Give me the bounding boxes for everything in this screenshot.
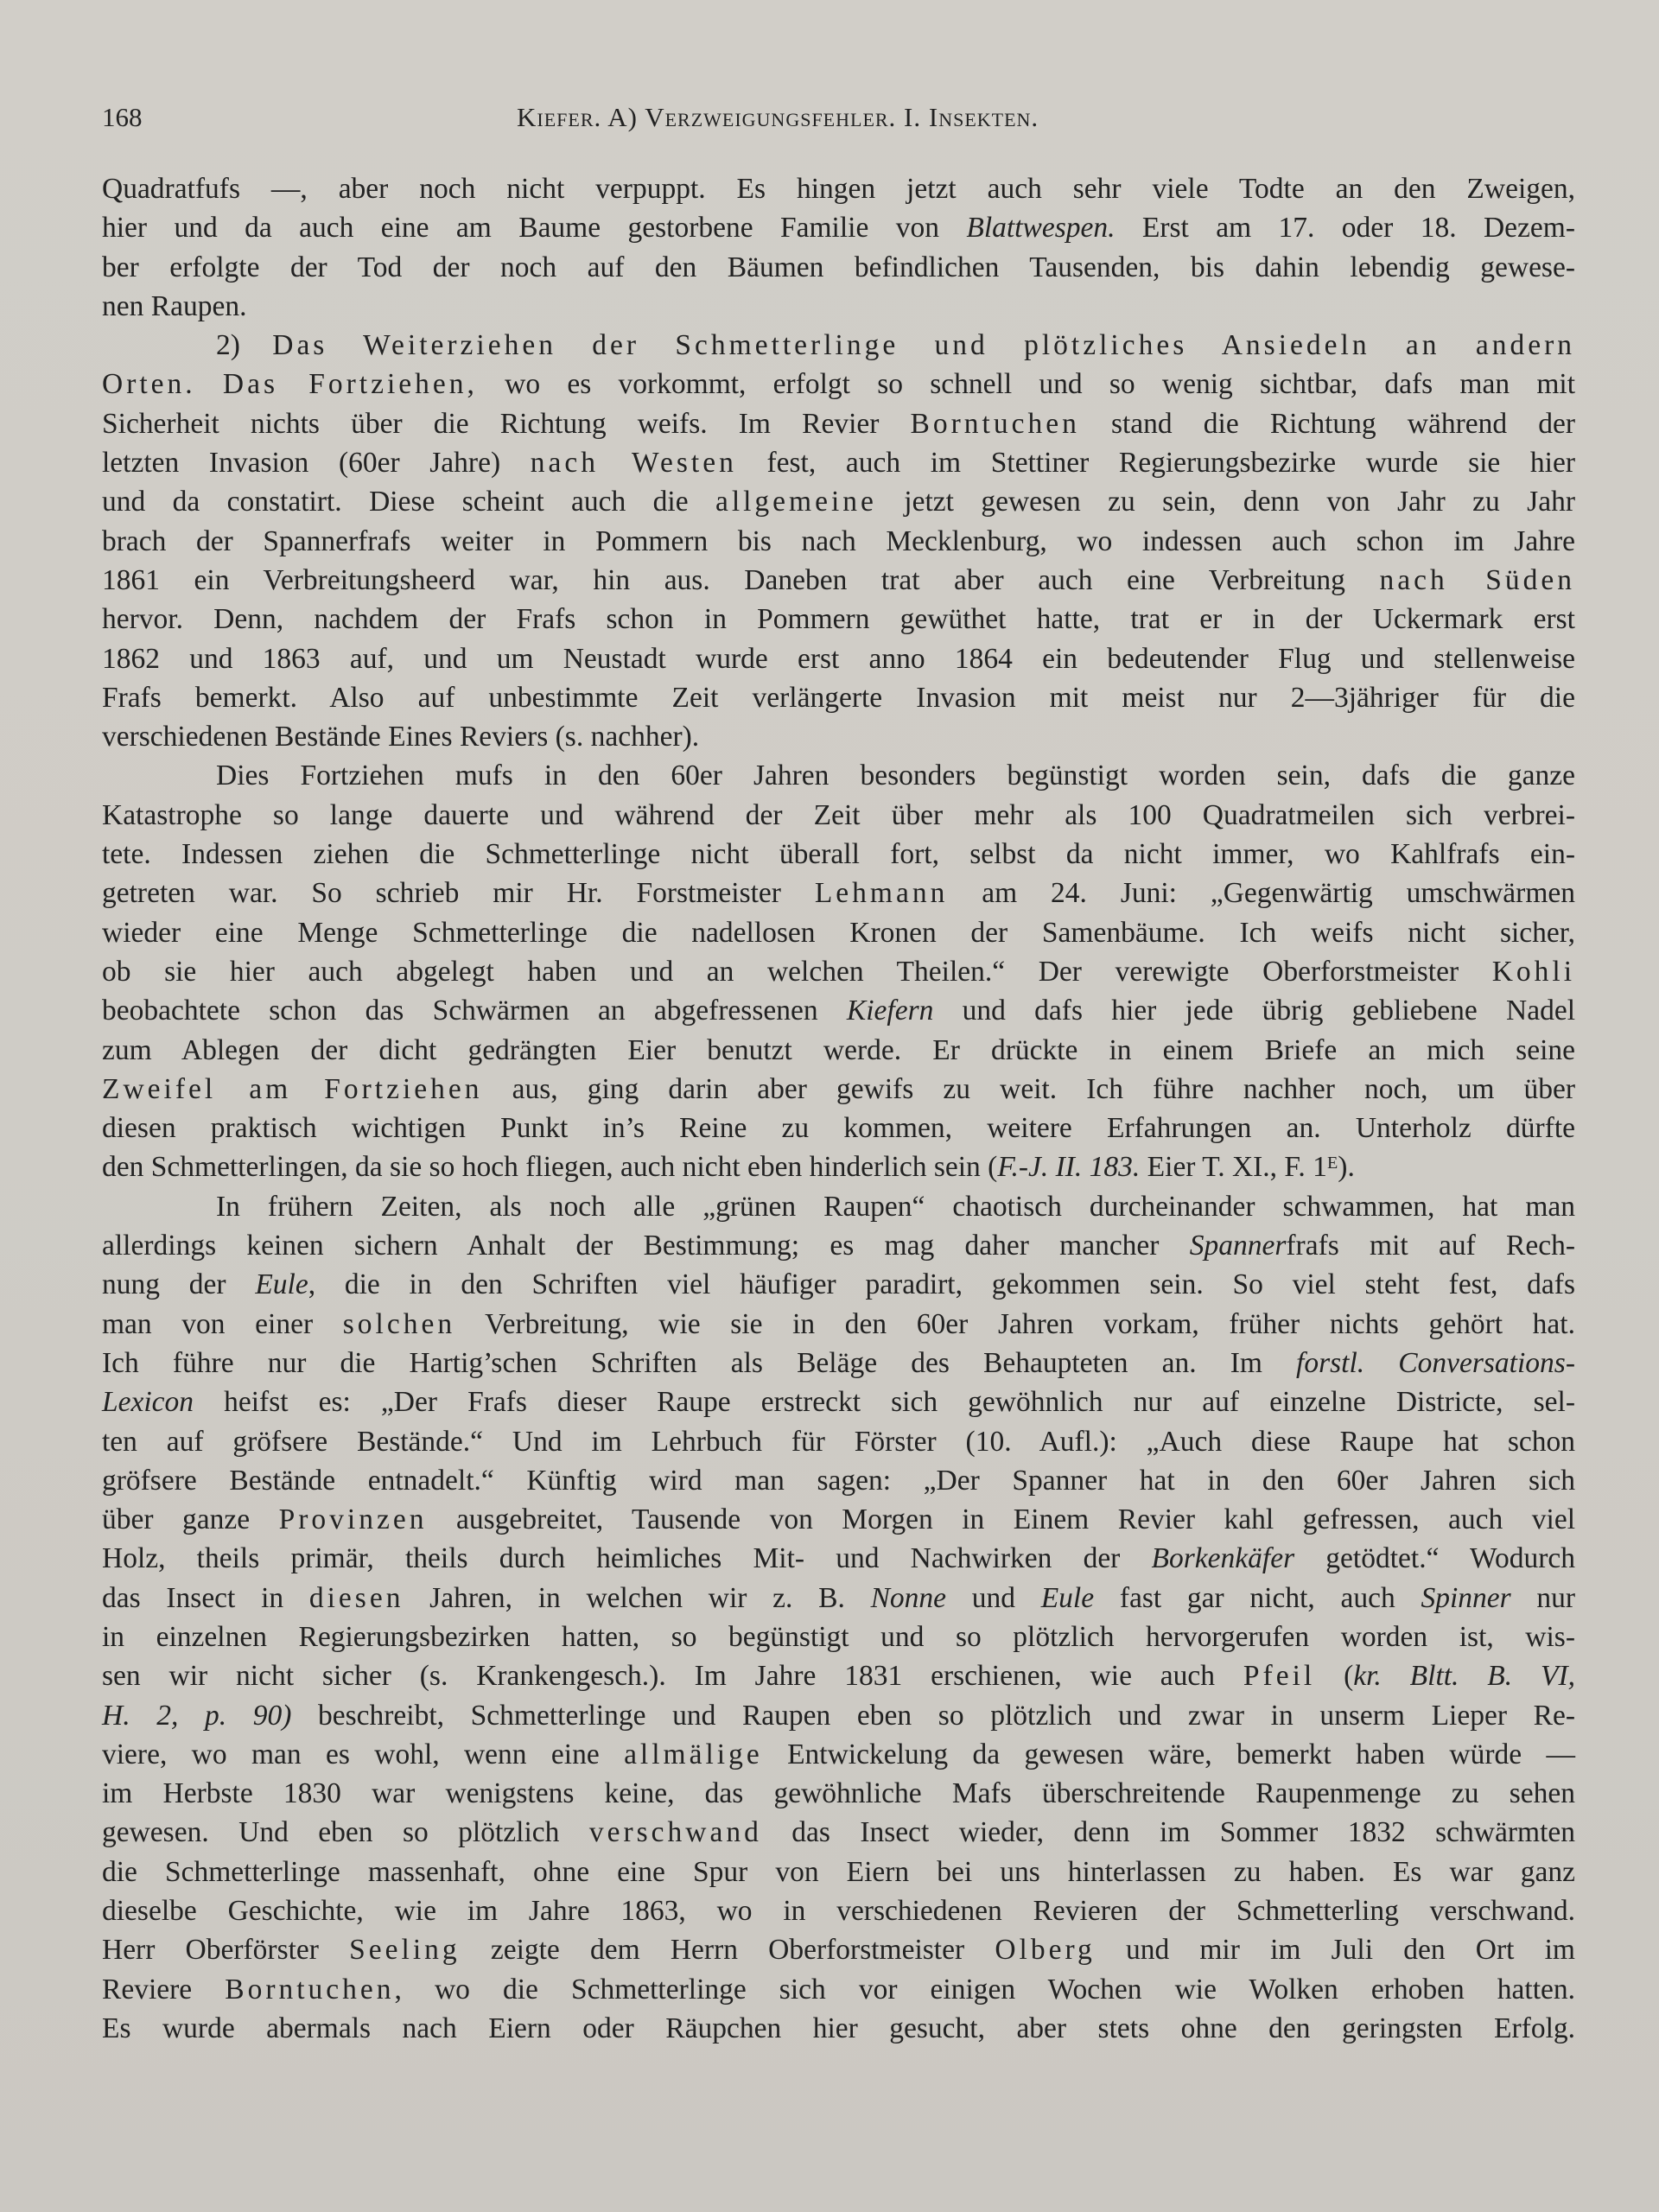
body-text xyxy=(102,169,1575,2048)
text-line xyxy=(102,404,1575,443)
text-line xyxy=(102,208,1575,247)
text-segment: Quadratfufs —, aber noch nicht verpuppt. Es hingen jetzt auch sehr viele Todte an den Zweigen, xyxy=(102,173,1575,205)
text-segment: in einzelnen Regierungsbezirken hatten, so begünstigt und so plötzlich hervorgerufen worden ist, wis- xyxy=(102,1620,1575,1653)
text-segment: Reviere xyxy=(102,1973,226,2005)
text-segment: viere, wo man es wohl, wenn eine xyxy=(102,1738,625,1770)
text-line xyxy=(102,1305,1575,1344)
text-line xyxy=(102,1070,1575,1109)
text-segment: jetzt gewesen zu sein, denn von Jahr zu Jahr xyxy=(876,486,1575,518)
text-line xyxy=(102,482,1575,521)
text-segment: Spinner xyxy=(1421,1581,1511,1614)
text-line xyxy=(102,365,1575,404)
text-line xyxy=(102,443,1575,482)
running-head: Kiefer. A) Verzweigungsfehler. I. Insekten. xyxy=(517,102,1039,132)
text-segment: kr. Bltt. B. VI, xyxy=(1353,1660,1576,1693)
text-segment: Das Weiterziehen der Schmetterlinge und plötzliches Ansiedeln an andern xyxy=(272,329,1576,362)
text-line xyxy=(102,1461,1575,1500)
text-line xyxy=(102,287,1575,326)
text-segment: 1861 ein Verbreitungsheerd war, hin aus. Daneben trat aber auch eine Verbreitung xyxy=(102,563,1380,596)
text-segment: F.-J. II. 183. xyxy=(997,1151,1141,1184)
text-segment: brach der Spannerfrafs weiter in Pommern bis nach Mecklenburg, wo indessen auch schon im Jahre xyxy=(102,524,1575,557)
text-segment: Borkenkäfer xyxy=(1151,1542,1295,1575)
text-line xyxy=(102,1970,1575,2009)
text-segment: verschiedenen Bestände Eines Reviers (s. nachher). xyxy=(102,721,700,753)
text-segment: Katastrophe so lange dauerte und während der Zeit über mehr als 100 Quadratmeilen sich verbrei- xyxy=(102,798,1575,831)
text-segment: und dafs hier jede übrig gebliebene Nadel xyxy=(933,995,1575,1027)
text-segment: Spanner xyxy=(1189,1230,1287,1262)
text-segment: am 24. Juni: „Gegenwärtig umschwärmen xyxy=(948,877,1575,910)
text-segment: forstl. Conversations- xyxy=(1296,1346,1575,1379)
page-header xyxy=(102,102,1575,145)
text-line xyxy=(102,1774,1575,1813)
text-segment: Pfeil xyxy=(1243,1660,1316,1693)
text-line xyxy=(102,717,1575,756)
text-segment: Herr Oberförster xyxy=(102,1934,350,1967)
text-segment: nur xyxy=(1510,1581,1576,1614)
text-segment: diesen xyxy=(308,1581,404,1614)
text-segment: und xyxy=(946,1581,1041,1614)
text-line xyxy=(102,1187,1575,1226)
text-line xyxy=(102,1031,1575,1070)
text-segment: getödtet.“ Wodurch xyxy=(1294,1542,1575,1575)
text-segment: Seeling xyxy=(349,1934,461,1967)
text-segment: zum Ablegen der dicht gedrängten Eier benutzt werde. Er drückte in einem Briefe an mich seine xyxy=(102,1033,1575,1066)
text-line xyxy=(102,991,1575,1030)
text-segment: wo es vorkommt, erfolgt so schnell und so wenig sichtbar, dafs man mit xyxy=(477,368,1576,401)
text-segment: nach Westen xyxy=(530,447,737,480)
text-line xyxy=(102,835,1575,874)
text-segment: Ich führe nur die Hartig’schen Schriften als Beläge des Behaupteten an. Im xyxy=(102,1346,1297,1379)
text-segment: Blattwespen. xyxy=(966,212,1116,245)
text-segment: und mir im Juli den Ort im xyxy=(1095,1934,1575,1967)
text-segment: letzten Invasion (60er Jahre) xyxy=(102,447,531,480)
text-segment: ob sie hier auch abgelegt haben und an welchen Theilen.“ Der verewigte Oberforstmeister xyxy=(102,955,1492,988)
text-segment: fest, auch im Stettiner Regierungsbezirke wurde sie hier xyxy=(736,447,1576,480)
text-segment: Kohli xyxy=(1491,955,1575,988)
text-segment: 1862 und 1863 auf, und um Neustadt wurde erst anno 1864 ein bedeutender Flug und stellenweise xyxy=(102,642,1575,675)
text-segment: Borntuchen xyxy=(910,407,1080,440)
text-segment: nen Raupen. xyxy=(102,289,247,322)
text-segment: Olberg xyxy=(995,1934,1096,1967)
text-segment: beschreibt, Schmetterlinge und Raupen eben so plötzlich und zwar in unserm Lieper Re- xyxy=(291,1699,1575,1732)
text-segment: Provinzen xyxy=(278,1503,428,1536)
text-segment: Lexicon xyxy=(102,1386,194,1419)
page-number: 168 xyxy=(102,102,143,132)
text-segment: man von einer xyxy=(102,1307,343,1340)
text-segment: zeigte dem Herrn Oberforstmeister xyxy=(460,1934,995,1967)
text-segment: Frafs bemerkt. Also auf unbestimmte Zeit verlängerte Invasion mit meist nur 2—3jähriger für die xyxy=(102,681,1575,714)
text-segment: diesen praktisch wichtigen Punkt in’s Reine zu kommen, weitere Erfahrungen an. Unterholz dürfte xyxy=(102,1112,1575,1145)
text-segment: Dies Fortziehen mufs in den 60er Jahren besonders begünstigt worden sein, dafs die ganze xyxy=(216,760,1575,792)
text-segment: ( xyxy=(1315,1660,1354,1693)
text-segment: Holz, theils primär, theils durch heimliches Mit- und Nachwirken der xyxy=(102,1542,1152,1575)
text-line xyxy=(102,1265,1575,1304)
text-line xyxy=(102,561,1575,600)
text-segment: verschwand xyxy=(588,1816,762,1849)
text-segment: Sicherheit nichts über die Richtung weifs. Im Revier xyxy=(102,407,911,440)
text-line xyxy=(102,756,1575,795)
text-line xyxy=(102,1422,1575,1461)
text-line xyxy=(102,326,1575,365)
text-segment: Borntuchen xyxy=(225,1973,395,2005)
text-line xyxy=(102,913,1575,952)
text-line xyxy=(102,2009,1575,2048)
text-line xyxy=(102,1382,1575,1421)
text-line xyxy=(102,796,1575,835)
text-line xyxy=(102,1930,1575,1969)
text-line xyxy=(102,1735,1575,1774)
text-segment: Das Fortziehen, xyxy=(222,368,478,401)
text-segment: ausgebreitet, Tausende von Morgen in Einem Revier kahl gefressen, auch viel xyxy=(427,1503,1575,1536)
text-segment: aus, ging darin aber gewifs zu weit. Ich führe nachher noch, um über xyxy=(482,1072,1575,1105)
text-line xyxy=(102,1579,1575,1618)
text-segment: Orten. xyxy=(102,368,196,401)
text-line xyxy=(102,1539,1575,1578)
text-segment: allmälige xyxy=(624,1738,763,1770)
text-segment: allerdings keinen sichern Anhalt der Bestimmung; es mag daher mancher xyxy=(102,1230,1190,1262)
text-segment: Jahren, in welchen wir z. B. xyxy=(404,1581,871,1614)
text-line xyxy=(102,874,1575,912)
text-segment xyxy=(196,368,223,400)
text-segment: wieder eine Menge Schmetterlinge die nadellosen Kronen der Samenbäume. Ich weifs nicht sicher, xyxy=(102,916,1575,949)
text-segment: H. 2, p. 90) xyxy=(102,1699,292,1732)
text-segment: Verbreitung, wie sie in den 60er Jahren vorkam, früher nichts gehört hat. xyxy=(455,1307,1575,1340)
text-line xyxy=(102,1226,1575,1265)
text-segment: gewesen. Und eben so plötzlich xyxy=(102,1816,589,1849)
text-segment: Eule xyxy=(255,1268,308,1301)
text-line xyxy=(102,600,1575,639)
text-segment: allgemeine xyxy=(715,486,877,518)
text-line xyxy=(102,522,1575,561)
text-line xyxy=(102,1813,1575,1852)
text-line xyxy=(102,1656,1575,1695)
text-segment: sen wir nicht sicher (s. Krankengesch.). Im Jahre 1831 erschienen, wie auch xyxy=(102,1660,1243,1693)
text-segment: Eier T. XI., F. 1ᴱ). xyxy=(1140,1151,1355,1184)
text-line xyxy=(102,1500,1575,1539)
text-line xyxy=(102,1696,1575,1735)
text-segment: nung der xyxy=(102,1268,256,1301)
text-line xyxy=(102,169,1575,208)
text-segment: den Schmetterlingen, da sie so hoch fliegen, auch nicht eben hinderlich sein ( xyxy=(102,1151,998,1184)
text-segment: ber erfolgte der Tod der noch auf den Bäumen befindlichen Tausenden, bis dahin lebendig gewese- xyxy=(102,251,1575,283)
text-segment: ten auf gröfsere Bestände.“ Und im Lehrbuch für Förster (10. Aufl.): „Auch diese Raupe hat schon xyxy=(102,1425,1575,1458)
text-segment: nach Süden xyxy=(1379,563,1575,596)
text-line xyxy=(102,1109,1575,1147)
text-segment: das Insect wieder, denn im Sommer 1832 schwärmten xyxy=(761,1816,1575,1849)
text-segment: 2) xyxy=(216,329,273,362)
text-segment: heifst es: „Der Frafs dieser Raupe erstreckt sich gewöhnlich nur auf einzelne Districte, sel- xyxy=(194,1386,1575,1419)
text-segment: gröfsere Bestände entnadelt.“ Künftig wird man sagen: „Der Spanner hat in den 60er Jahren sich xyxy=(102,1464,1575,1497)
text-segment: beobachtete schon das Schwärmen an abgefressenen xyxy=(102,995,847,1027)
text-segment: über ganze xyxy=(102,1503,279,1536)
text-segment: dieselbe Geschichte, wie im Jahre 1863, wo in verschiedenen Revieren der Schmetterling verschwand. xyxy=(102,1895,1575,1928)
text-segment: tete. Indessen ziehen die Schmetterlinge nicht überall fort, selbst da nicht immer, wo Kahlfrafs ein- xyxy=(102,838,1575,871)
text-segment: Es wurde abermals nach Eiern oder Räupchen hier gesucht, aber stets ohne den geringsten Erfolg. xyxy=(102,2012,1575,2044)
text-segment: im Herbste 1830 war wenigstens keine, das gewöhnliche Mafs überschreitende Raupenmenge zu sehen xyxy=(102,1777,1575,1810)
text-line xyxy=(102,1891,1575,1930)
text-line xyxy=(102,1147,1575,1186)
text-segment: und da constatirt. Diese scheint auch die xyxy=(102,486,715,518)
text-segment: , die in den Schriften viel häufiger paradirt, gekommen sein. So viel steht fest, dafs xyxy=(308,1268,1575,1301)
text-line xyxy=(102,1618,1575,1656)
text-segment: , wo die Schmetterlinge sich vor einigen Wochen wie Wolken erhoben hatten. xyxy=(394,1973,1575,2005)
text-segment: Entwickelung da gewesen wäre, bemerkt haben würde — xyxy=(762,1738,1575,1770)
text-segment: getreten war. So schrieb mir Hr. Forstmeister xyxy=(102,877,815,910)
text-line xyxy=(102,1344,1575,1382)
text-segment: fast gar nicht, auch xyxy=(1094,1581,1421,1614)
text-segment: In frühern Zeiten, als noch alle „grünen Raupen“ chaotisch durcheinander schwammen, hat man xyxy=(216,1190,1575,1223)
text-segment: Zweifel am Fortziehen xyxy=(102,1072,483,1105)
text-segment: Nonne xyxy=(870,1581,947,1614)
text-segment: das Insect in xyxy=(102,1581,309,1614)
text-segment: hier und da auch eine am Baume gestorbene Familie von xyxy=(102,212,967,245)
text-line xyxy=(102,639,1575,678)
text-segment: Kiefern xyxy=(846,995,934,1027)
text-line xyxy=(102,952,1575,991)
text-segment: Eule xyxy=(1040,1581,1095,1614)
text-segment: hervor. Denn, nachdem der Frafs schon in Pommern gewüthet hatte, trat er in der Uckermark erst xyxy=(102,603,1575,636)
text-segment: solchen xyxy=(342,1307,456,1340)
text-segment: die Schmetterlinge massenhaft, ohne eine Spur von Eiern bei uns hinterlassen zu haben. Es war ganz xyxy=(102,1855,1575,1888)
text-line xyxy=(102,678,1575,717)
text-line xyxy=(102,1853,1575,1891)
text-line xyxy=(102,248,1575,287)
text-segment: Erst am 17. oder 18. Dezem- xyxy=(1115,212,1575,245)
text-segment: stand die Richtung während der xyxy=(1079,407,1576,440)
text-segment: Lehmann xyxy=(814,877,949,910)
text-segment: frafs mit auf Rech- xyxy=(1286,1230,1575,1262)
